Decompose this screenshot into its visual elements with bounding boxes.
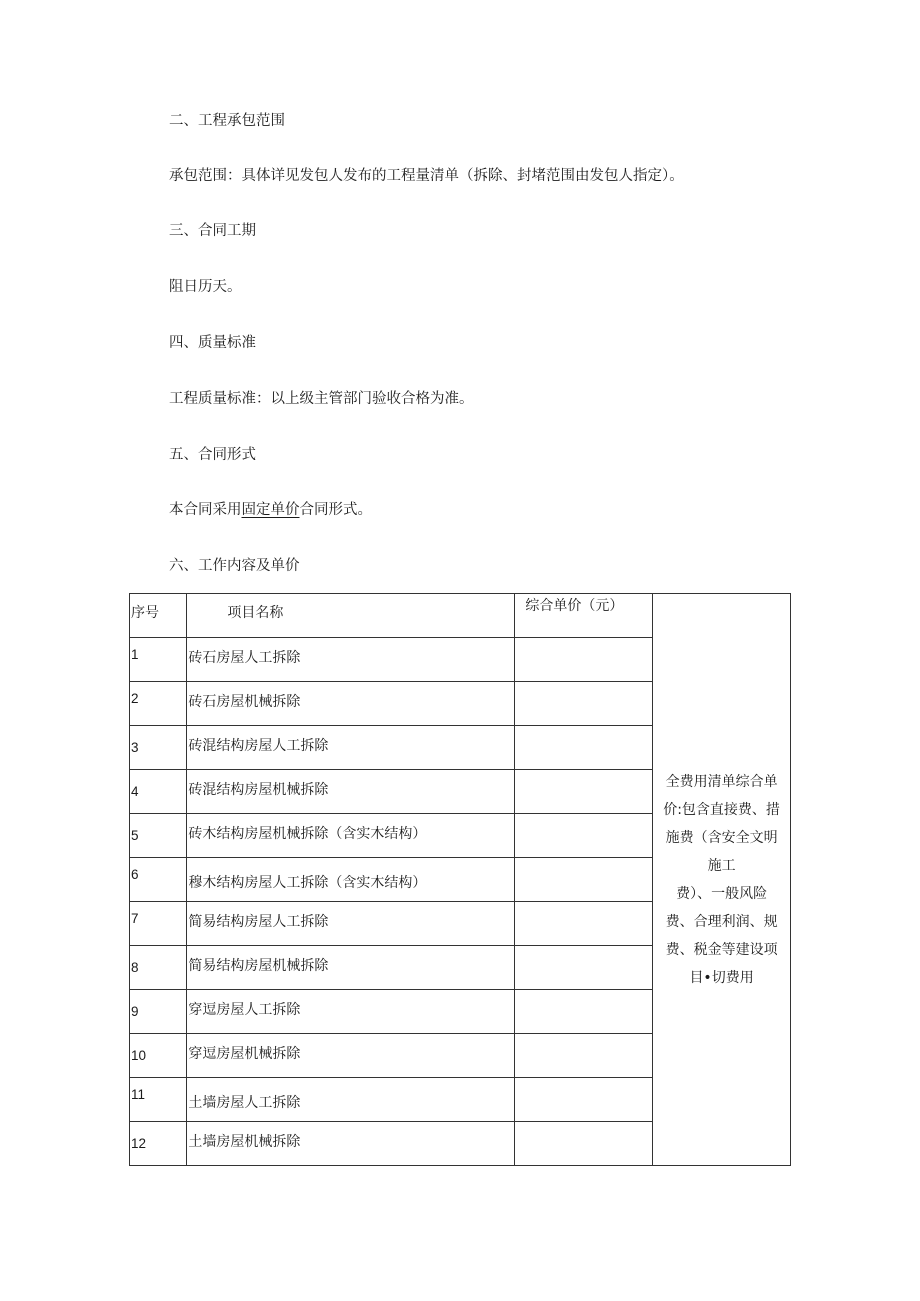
fee-note-cell <box>653 594 791 1166</box>
header-price-text: 综合单价（元） <box>525 598 624 614</box>
row-name-cell <box>187 1122 515 1166</box>
row-no-cell <box>130 814 187 858</box>
row-no: 11 <box>131 1087 146 1102</box>
row-no: 7 <box>131 911 139 926</box>
form-text-underlined: 固定单价 <box>241 502 300 518</box>
row-price-cell <box>515 682 653 726</box>
row-no-cell <box>130 726 187 770</box>
row-no-cell <box>130 638 187 682</box>
row-no-cell <box>130 1122 187 1166</box>
row-price-cell <box>515 946 653 990</box>
header-name-text: 项目名称 <box>227 605 284 621</box>
row-name: 砖石房屋人工拆除 <box>188 650 301 666</box>
fee-note-line: 施费（含安全文明 <box>665 829 778 846</box>
row-name-cell <box>187 1078 515 1122</box>
header-no <box>130 594 187 638</box>
row-price-cell <box>515 1034 653 1078</box>
section-heading-period: 三、合同工期 <box>169 223 256 239</box>
row-no: 8 <box>131 960 139 975</box>
period-text: 阻日历天。 <box>169 279 242 295</box>
row-no: 4 <box>131 784 139 799</box>
row-name-cell <box>187 682 515 726</box>
row-name: 砖混结构房屋机械拆除 <box>188 782 329 798</box>
row-price-cell <box>515 814 653 858</box>
fee-note-line: 全费用清单综合单 <box>665 773 778 790</box>
header-price <box>515 594 653 638</box>
row-name: 砖混结构房屋人工拆除 <box>188 738 329 754</box>
row-price-cell <box>515 770 653 814</box>
fee-note-line: 费、合理利润、规 <box>665 913 778 930</box>
header-no-text: 序号 <box>131 605 159 621</box>
row-name: 砖石房屋机械拆除 <box>188 694 301 710</box>
row-no: 3 <box>131 740 139 755</box>
fee-note-line: 目•切费用 <box>689 969 754 986</box>
table-header-row <box>130 594 791 638</box>
row-name: 简易结构房屋机械拆除 <box>188 958 329 974</box>
section-heading-items: 六、工作内容及单价 <box>169 558 300 574</box>
row-no: 5 <box>131 828 139 843</box>
row-price-cell <box>515 1078 653 1122</box>
row-name-cell <box>187 902 515 946</box>
row-no: 12 <box>131 1136 147 1151</box>
row-no: 10 <box>131 1048 147 1063</box>
section-heading-scope: 二、工程承包范围 <box>169 113 285 129</box>
scope-text: 承包范围：具体详见发包人发布的工程量清单（拆除、封堵范围由发包人指定）。 <box>169 168 684 184</box>
price-table <box>129 593 791 1166</box>
row-no-cell <box>130 902 187 946</box>
row-name: 土墙房屋机械拆除 <box>188 1134 301 1150</box>
row-name-cell <box>187 858 515 902</box>
row-no: 6 <box>131 867 139 882</box>
fee-note-line: 费、税金等建设项 <box>665 941 778 958</box>
row-no-cell <box>130 990 187 1034</box>
fee-note-line: 价:包含直接费、措 <box>663 801 780 818</box>
row-name-cell <box>187 814 515 858</box>
row-name-cell <box>187 770 515 814</box>
fee-note-line: 施工 <box>707 857 736 874</box>
fee-note-line: 费）、一般风险 <box>676 885 768 902</box>
row-name-cell <box>187 990 515 1034</box>
row-no: 2 <box>131 691 139 706</box>
row-no-cell <box>130 682 187 726</box>
quality-text: 工程质量标准：以上级主管部门验收合格为准。 <box>169 391 474 407</box>
row-name: 穿逗房屋机械拆除 <box>188 1046 301 1062</box>
row-name: 简易结构房屋人工拆除 <box>188 914 329 930</box>
row-no-cell <box>130 946 187 990</box>
row-price-cell <box>515 990 653 1034</box>
row-name-cell <box>187 1034 515 1078</box>
row-price-cell <box>515 902 653 946</box>
form-text-suffix: 合同形式。 <box>299 502 372 518</box>
row-no-cell <box>130 858 187 902</box>
row-name-cell <box>187 638 515 682</box>
row-price-cell <box>515 1122 653 1166</box>
form-text-prefix: 本合同采用 <box>169 502 242 518</box>
row-name: 土墙房屋人工拆除 <box>188 1095 301 1111</box>
row-name-cell <box>187 946 515 990</box>
row-price-cell <box>515 726 653 770</box>
row-price-cell <box>515 858 653 902</box>
row-no: 1 <box>131 647 139 662</box>
row-price-cell <box>515 638 653 682</box>
form-text <box>169 500 372 520</box>
row-no-cell <box>130 1034 187 1078</box>
row-no-cell <box>130 770 187 814</box>
section-heading-form: 五、合同形式 <box>169 447 256 463</box>
row-name: 穆木结构房屋人工拆除（含实木结构） <box>188 875 427 891</box>
row-name-cell <box>187 726 515 770</box>
row-no: 9 <box>131 1004 139 1019</box>
row-name: 砖木结构房屋机械拆除（含实木结构） <box>188 826 427 842</box>
row-no-cell <box>130 1078 187 1122</box>
header-name <box>187 594 515 638</box>
section-heading-quality: 四、质量标准 <box>169 335 256 351</box>
row-name: 穿逗房屋人工拆除 <box>188 1002 301 1018</box>
